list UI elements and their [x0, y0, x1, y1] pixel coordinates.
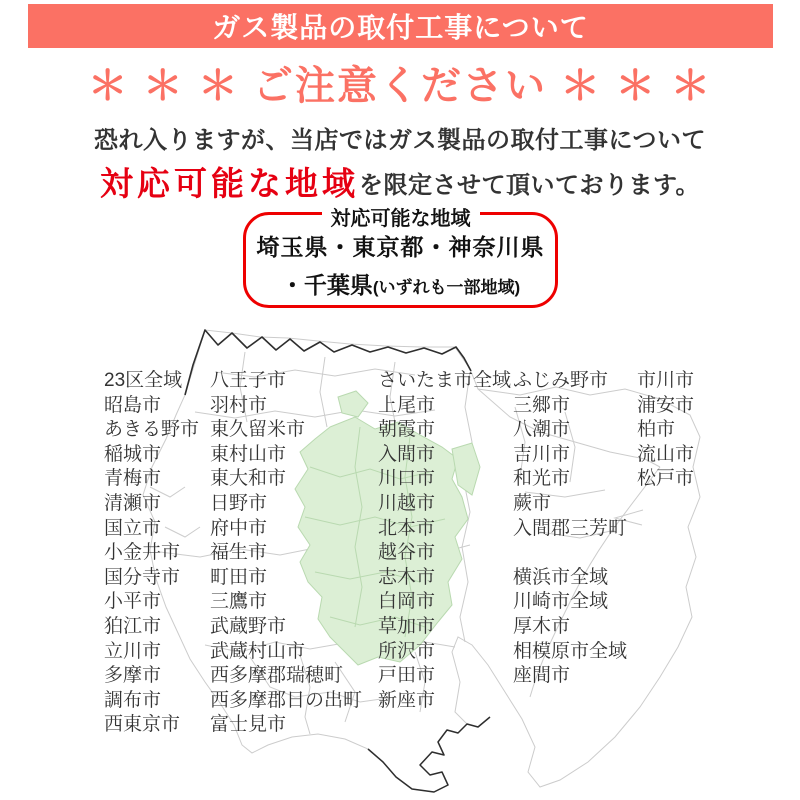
city-item: 白岡市: [378, 591, 436, 613]
city-item: 入間市: [378, 443, 436, 465]
city-item: 羽村市: [210, 394, 268, 416]
city-item: ふじみ野市: [513, 370, 609, 391]
city-item: 川口市: [378, 468, 436, 490]
intro-line1: 恐れ入りますが、当店ではガス製品の取付工事について: [93, 127, 707, 154]
city-item: 三郷市: [513, 394, 571, 416]
city-item: 座間市: [513, 665, 571, 687]
city-item: 西東京市: [104, 714, 181, 736]
intro-line2: [0, 158, 800, 205]
city-item: 蕨市: [513, 492, 552, 514]
city-item: 吉川市: [513, 443, 571, 465]
city-item: 横浜市全域: [513, 566, 609, 588]
prefecture-line2-main: ・千葉県: [280, 272, 373, 298]
prefecture-line1: 埼玉県・東京都・神奈川県: [256, 234, 545, 260]
city-item: 国立市: [104, 517, 162, 539]
city-item: 立川市: [104, 640, 162, 662]
city-item: 狛江市: [104, 615, 162, 637]
city-item: 草加市: [378, 615, 436, 637]
city-item: 富士見市: [210, 714, 287, 736]
city-item: 北本市: [378, 517, 436, 539]
city-item: 武蔵野市: [210, 615, 287, 637]
city-item: 上尾市: [378, 394, 436, 416]
city-item: 流山市: [637, 443, 695, 465]
city-item: 武蔵村山市: [210, 640, 306, 662]
city-item: [513, 541, 627, 566]
city-column-chiba: [637, 369, 694, 492]
city-item: 東久留米市: [210, 419, 306, 441]
city-item: 小平市: [104, 591, 162, 613]
city-item: 厚木市: [513, 615, 571, 637]
city-item: 松戸市: [637, 468, 695, 490]
city-item: 西多摩郡瑞穂町: [210, 665, 344, 687]
city-column-saitama-kanagawa: [513, 369, 627, 689]
caution-heading: ＊ ＊ ＊ ご注意ください ＊ ＊ ＊: [87, 64, 713, 108]
city-item: さいたま市全域: [378, 370, 512, 391]
prefecture-line2-note: (いずれも一部地域): [372, 278, 521, 297]
city-item: 稲城市: [104, 443, 162, 465]
city-item: 小金井市: [104, 542, 181, 564]
available-region-box: [243, 208, 558, 308]
city-item: 東大和市: [210, 468, 287, 490]
city-item: 青梅市: [104, 468, 162, 490]
city-item: 八王子市: [210, 370, 287, 391]
city-item: 昭島市: [104, 394, 162, 416]
page-title: ガス製品の取付工事について: [212, 12, 589, 43]
city-item: 多摩市: [104, 665, 162, 687]
city-item: 23区全域: [104, 370, 183, 391]
region-box-body: [246, 229, 555, 300]
city-column-tokyo-west-2: [210, 369, 362, 738]
city-item: 柏市: [637, 419, 676, 441]
city-item: 国分寺市: [104, 566, 181, 588]
city-item: 新座市: [378, 689, 436, 711]
city-item: 和光市: [513, 468, 571, 490]
city-item: 市川市: [637, 370, 695, 391]
city-item: 清瀬市: [104, 492, 162, 514]
city-item: あきる野市: [104, 419, 200, 441]
city-item: 東村山市: [210, 443, 287, 465]
city-item: 府中市: [210, 517, 268, 539]
city-item: 川越市: [378, 492, 436, 514]
city-item: 入間郡三芳町: [513, 517, 628, 539]
city-column-saitama-1: [378, 369, 511, 713]
city-item: 福生市: [210, 542, 268, 564]
city-item: 日野市: [210, 492, 268, 514]
city-item: 越谷市: [378, 542, 436, 564]
intro-text: [0, 120, 800, 205]
prefecture-line2: [246, 267, 555, 300]
intro-rest: を限定させて頂いております。: [358, 172, 701, 199]
city-item: 三鷹市: [210, 591, 268, 613]
city-item: 朝霞市: [378, 419, 436, 441]
city-item: 町田市: [210, 566, 268, 588]
city-item: 相模原市全域: [513, 640, 628, 662]
city-item: 志木市: [378, 566, 436, 588]
intro-highlight: 対応可能な地域: [99, 165, 359, 202]
city-item: 西多摩郡日の出町: [210, 689, 363, 711]
city-item: 調布市: [104, 689, 162, 711]
city-item: 戸田市: [378, 665, 436, 687]
city-item: 浦安市: [637, 394, 695, 416]
city-item: 川崎市全域: [513, 591, 609, 613]
city-item: 所沢市: [378, 640, 436, 662]
city-item: 八潮市: [513, 419, 571, 441]
city-column-tokyo-west-1: [104, 369, 199, 738]
region-box-legend: 対応可能な地域: [322, 202, 480, 231]
header-bar: [28, 4, 773, 48]
